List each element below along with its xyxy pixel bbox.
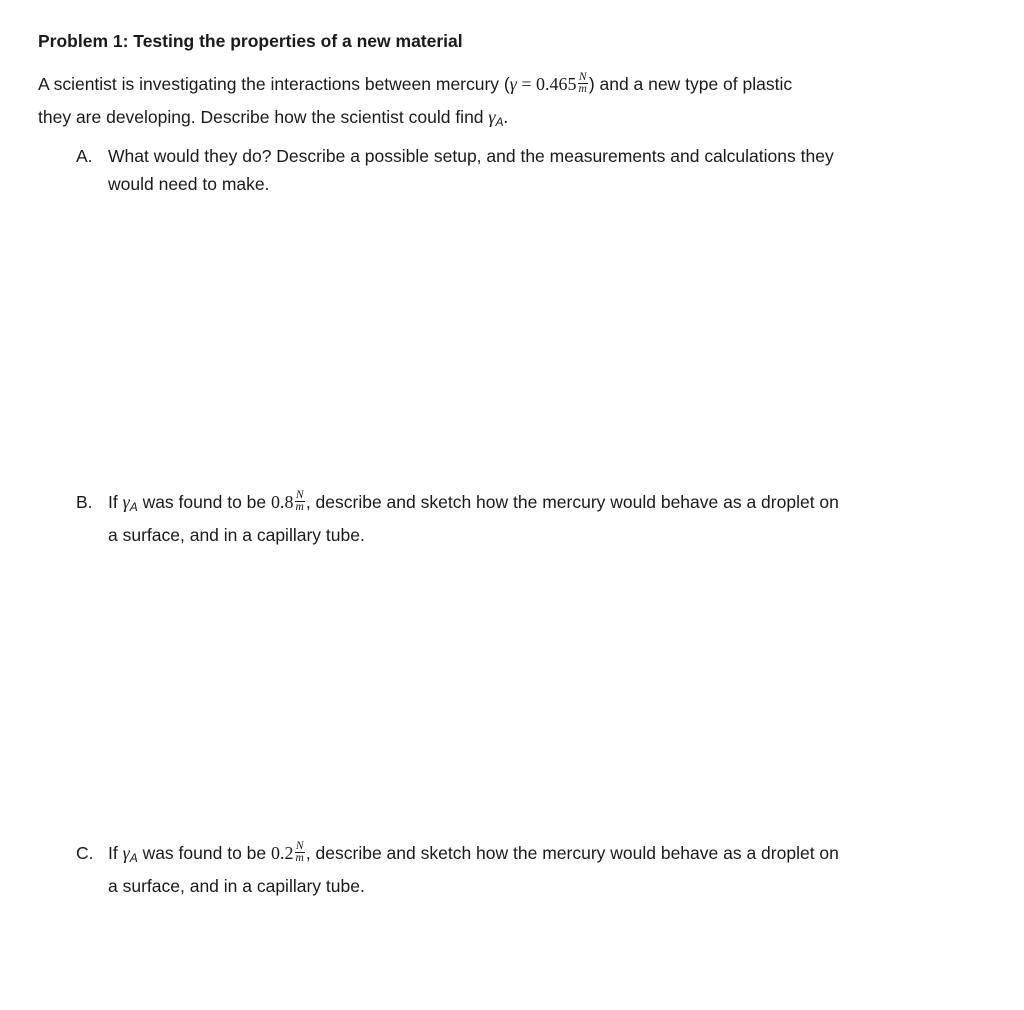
intro-text-2: ) and a new type of plastic xyxy=(588,74,793,94)
question-c-line-1 xyxy=(108,839,839,869)
question-b-line-1 xyxy=(108,488,839,518)
question-b-gamma-sub: A xyxy=(129,500,138,514)
equals-sign: = xyxy=(516,74,536,94)
question-c-mid: was found to be xyxy=(137,843,271,863)
question-c-gamma: γ xyxy=(122,843,130,863)
question-b-unit-fraction xyxy=(295,490,305,513)
question-c-label: C. xyxy=(76,843,94,863)
unit-denominator: m xyxy=(578,82,587,95)
gamma-a-subscript: A xyxy=(495,115,504,129)
question-c-line-2: a surface, and in a capillary tube. xyxy=(108,876,365,896)
gamma-symbol: γ xyxy=(509,74,517,94)
intro-text-3: they are developing. Describe how the scientist could find xyxy=(38,107,489,127)
gamma-a-symbol: γ xyxy=(488,107,496,127)
question-b-line-2: a surface, and in a capillary tube. xyxy=(108,525,365,545)
question-c-gamma-sub: A xyxy=(129,851,138,865)
question-c-value: 0.2 xyxy=(271,843,294,863)
question-a-line-2: would need to make. xyxy=(108,174,270,194)
intro-period: . xyxy=(503,107,509,127)
question-b-gamma: γ xyxy=(122,492,130,512)
question-c-unit-numerator: N xyxy=(295,839,304,852)
question-c-unit-denominator: m xyxy=(295,851,304,864)
question-c-prefix: If xyxy=(108,843,123,863)
question-b-unit-denominator: m xyxy=(295,500,304,513)
question-b-value: 0.8 xyxy=(271,492,294,512)
question-b-mid: was found to be xyxy=(137,492,271,512)
intro-line-2 xyxy=(38,106,508,133)
unit-numerator: N xyxy=(578,70,587,83)
question-b-prefix: If xyxy=(108,492,123,512)
question-c-unit-fraction xyxy=(295,841,305,864)
question-b-label: B. xyxy=(76,492,93,512)
gamma-value: 0.465 xyxy=(536,74,577,94)
unit-fraction xyxy=(578,72,588,95)
problem-title: Problem 1: Testing the properties of a new material xyxy=(38,31,463,51)
question-a-label: A. xyxy=(76,146,93,166)
intro-line-1 xyxy=(38,70,793,97)
question-c-suffix: , describe and sketch how the mercury would behave as a droplet on xyxy=(305,843,839,863)
intro-text-1: A scientist is investigating the interactions between mercury ( xyxy=(38,74,510,94)
question-a-line-1: What would they do? Describe a possible setup, and the measurements and calculations they xyxy=(108,146,834,166)
question-b-suffix: , describe and sketch how the mercury would behave as a droplet on xyxy=(305,492,839,512)
question-b-unit-numerator: N xyxy=(295,488,304,501)
